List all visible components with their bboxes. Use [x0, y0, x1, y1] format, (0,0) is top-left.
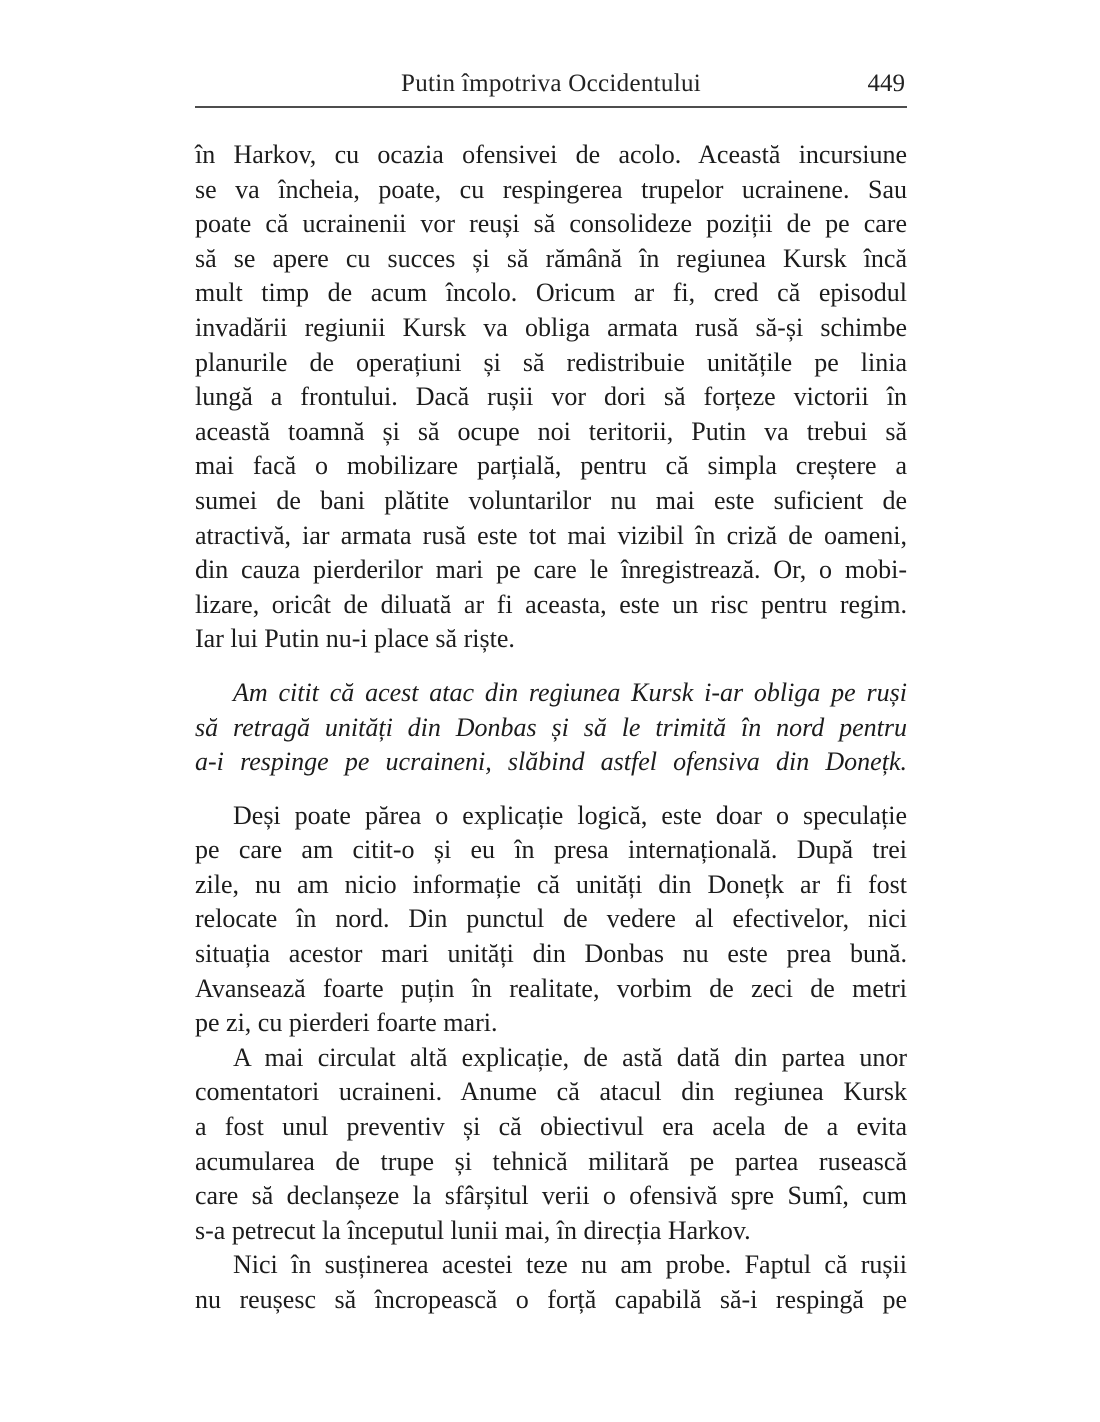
text-line: care să declanșeze la sfârșitul verii o ofensivă spre Sumî, cum — [195, 1181, 907, 1211]
text-line: mai facă o mobilizare parțială, pentru că simpla creștere a — [195, 451, 907, 481]
chapter-title: Putin împotriva Occidentului — [400, 70, 702, 97]
text-line: situația acestor mari unități din Donbas nu este prea bună. — [195, 939, 907, 969]
text-line: zile, nu am nicio informație că unități din Donețk ar fi fost — [195, 869, 907, 899]
page-number: 449 — [867, 70, 905, 97]
text-line: pe zi, cu pierderi foarte mari. — [195, 1008, 498, 1038]
text-line: se va încheia, poate, cu respingerea trupelor ucrainene. Sau — [195, 174, 907, 204]
text-line: mult timp de acum încolo. Oricum ar fi, cred că episodul — [195, 278, 907, 308]
paragraph — [195, 676, 907, 780]
paragraph — [195, 138, 907, 657]
header-rule — [195, 68, 907, 108]
text-line: Deși poate părea o explicație logică, este doar o speculație — [233, 800, 907, 830]
text-line: această toamnă și să ocupe noi teritorii, Putin va trebui să — [195, 416, 907, 446]
text-line: s-a petrecut la începutul lunii mai, în direcția Harkov. — [195, 1215, 751, 1245]
paragraph — [195, 1248, 907, 1317]
text-line: invadării regiunii Kursk va obliga armata rusă să-și schimbe — [195, 312, 907, 342]
text-line: în Harkov, cu ocazia ofensivei de acolo. Această incursiune — [195, 140, 907, 169]
text-line: Iar lui Putin nu-i place să riște. — [195, 624, 515, 654]
paragraph — [195, 1041, 907, 1249]
text-line: pe care am citit-o și eu în presa internațională. După trei — [195, 835, 907, 865]
text-line: Am citit că acest atac din regiunea Kursk i-ar obliga pe ruși — [233, 677, 907, 707]
page-body — [195, 138, 907, 1318]
text-line: să se apere cu succes și să rămână în regiunea Kursk încă — [195, 243, 907, 273]
text-line: comentatori ucraineni. Anume că atacul din regiunea Kursk — [195, 1077, 907, 1107]
text-line: a fost unul preventiv și că obiectivul era acela de a evita — [195, 1112, 907, 1142]
text-line: lizare, oricât de diluată ar fi aceasta, este un risc pentru regim. — [195, 589, 907, 619]
text-line: sumei de bani plătite voluntarilor nu mai este suficient de — [195, 485, 907, 515]
text-line: a-i respinge pe ucraineni, slăbind astfel ofensiva din Donețk. — [195, 747, 907, 777]
text-line: relocate în nord. Din punctul de vedere al efectivelor, nici — [195, 904, 907, 934]
text-line: lungă a frontului. Dacă rușii vor dori să forțeze victorii în — [195, 382, 907, 412]
text-line: atractivă, iar armata rusă este tot mai vizibil în criză de oameni, — [195, 520, 907, 550]
text-line: planurile de operațiuni și să redistribuie unitățile pe linia — [195, 347, 907, 377]
text-line: acumularea de trupe și tehnică militară pe partea rusească — [195, 1146, 907, 1176]
text-line: Avansează foarte puțin în realitate, vorbim de zeci de metri — [195, 973, 907, 1003]
text-line: A mai circulat altă explicație, de astă dată din partea unor — [233, 1042, 907, 1072]
text-line: nu reușesc să încropească o forță capabilă să-i respingă pe — [195, 1285, 907, 1314]
paragraph — [195, 799, 907, 1041]
text-line: Nici în susținerea acestei teze nu am probe. Faptul că rușii — [233, 1250, 907, 1280]
text-line: din cauza pierderilor mari pe care le înregistrează. Or, o mobi- — [195, 555, 907, 585]
text-line: poate că ucrainenii vor reuși să consolideze poziții de pe care — [195, 209, 907, 239]
text-line: să retragă unități din Donbas și să le trimită în nord pentru — [195, 712, 907, 742]
